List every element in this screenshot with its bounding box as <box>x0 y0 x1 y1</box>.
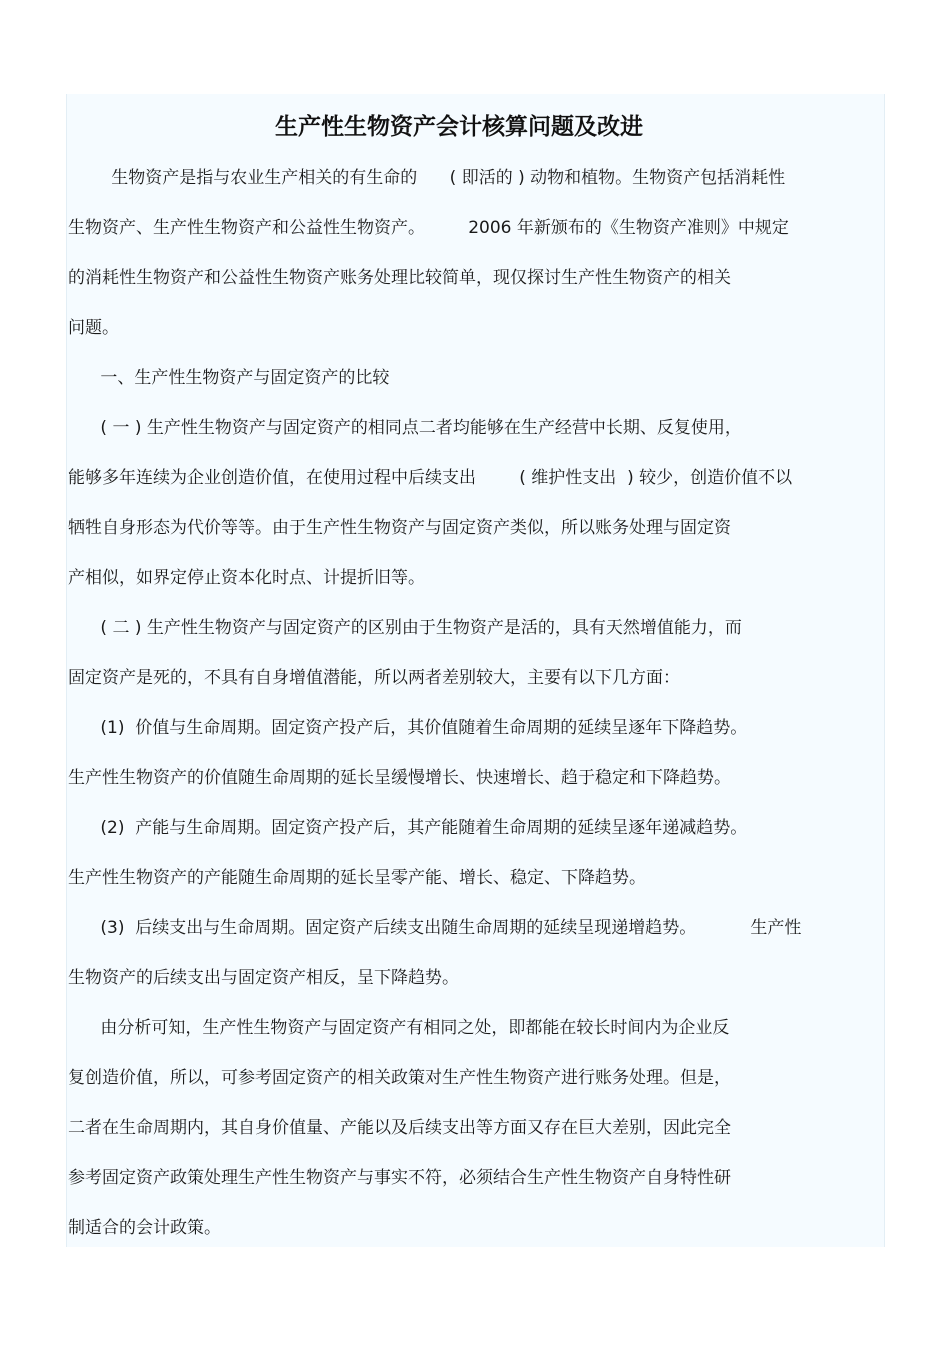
body-line: 生物资产是指与农业生产相关的有生命的 ( 即活的 ) 动物和植物。生物资产包括消耗性 <box>68 168 786 188</box>
section-heading: 一、生产性生物资产与固定资产的比较 <box>68 368 390 388</box>
body-line: 固定资产是死的，不具有自身增值潜能，所以两者差别较大，主要有以下几方面： <box>68 668 680 688</box>
body-line: (1) 价值与生命周期。固定资产投产后，其价值随着生命周期的延续呈逐年下降趋势。 <box>68 718 748 738</box>
body-line: (3) 后续支出与生命周期。固定资产后续支出随生命周期的延续呈现递增趋势。 生产性 <box>68 918 802 938</box>
body-line: (2) 产能与生命周期。固定资产投产后，其产能随着生命周期的延续呈逐年递减趋势。 <box>68 818 748 838</box>
document-title: 生产性生物资产会计核算问题及改进 <box>275 113 643 141</box>
body-line: 制适合的会计政策。 <box>68 1218 221 1238</box>
body-line: 生产性生物资产的产能随生命周期的延长呈零产能、增长、稳定、下降趋势。 <box>68 868 646 888</box>
body-line: 生产性生物资产的价值随生命周期的延长呈缓慢增长、快速增长、趋于稳定和下降趋势。 <box>68 768 731 788</box>
body-line: 的消耗性生物资产和公益性生物资产账务处理比较简单，现仅探讨生产性生物资产的相关 <box>68 268 731 288</box>
body-line: 问题。 <box>68 318 119 338</box>
body-line: 复创造价值，所以，可参考固定资产的相关政策对生产性生物资产进行账务处理。但是， <box>68 1068 731 1088</box>
body-line: 二者在生命周期内，其自身价值量、产能以及后续支出等方面又存在巨大差别，因此完全 <box>68 1118 731 1138</box>
body-line: 产相似，如界定停止资本化时点、计提折旧等。 <box>68 568 425 588</box>
body-line: 参考固定资产政策处理生产性生物资产与事实不符，必须结合生产性生物资产自身特性研 <box>68 1168 731 1188</box>
body-line: 牺牲自身形态为代价等等。由于生产性生物资产与固定资产类似，所以账务处理与固定资 <box>68 518 731 538</box>
body-line: ( 二 ) 生产性生物资产与固定资产的区别由于生物资产是活的，具有天然增值能力，而 <box>68 618 742 638</box>
body-line: 生物资产、生产性生物资产和公益性生物资产。 2006 年新颁布的《生物资产准则》中规定 <box>68 218 789 238</box>
body-line: 生物资产的后续支出与固定资产相反，呈下降趋势。 <box>68 968 459 988</box>
body-line: 由分析可知，生产性生物资产与固定资产有相同之处，即都能在较长时间内为企业反 <box>68 1018 730 1038</box>
body-line: ( 一 ) 生产性生物资产与固定资产的相同点二者均能够在生产经营中长期、反复使用， <box>68 418 742 438</box>
body-line: 能够多年连续为企业创造价值，在使用过程中后续支出 ( 维护性支出 ) 较少，创造价值不以 <box>68 468 793 488</box>
